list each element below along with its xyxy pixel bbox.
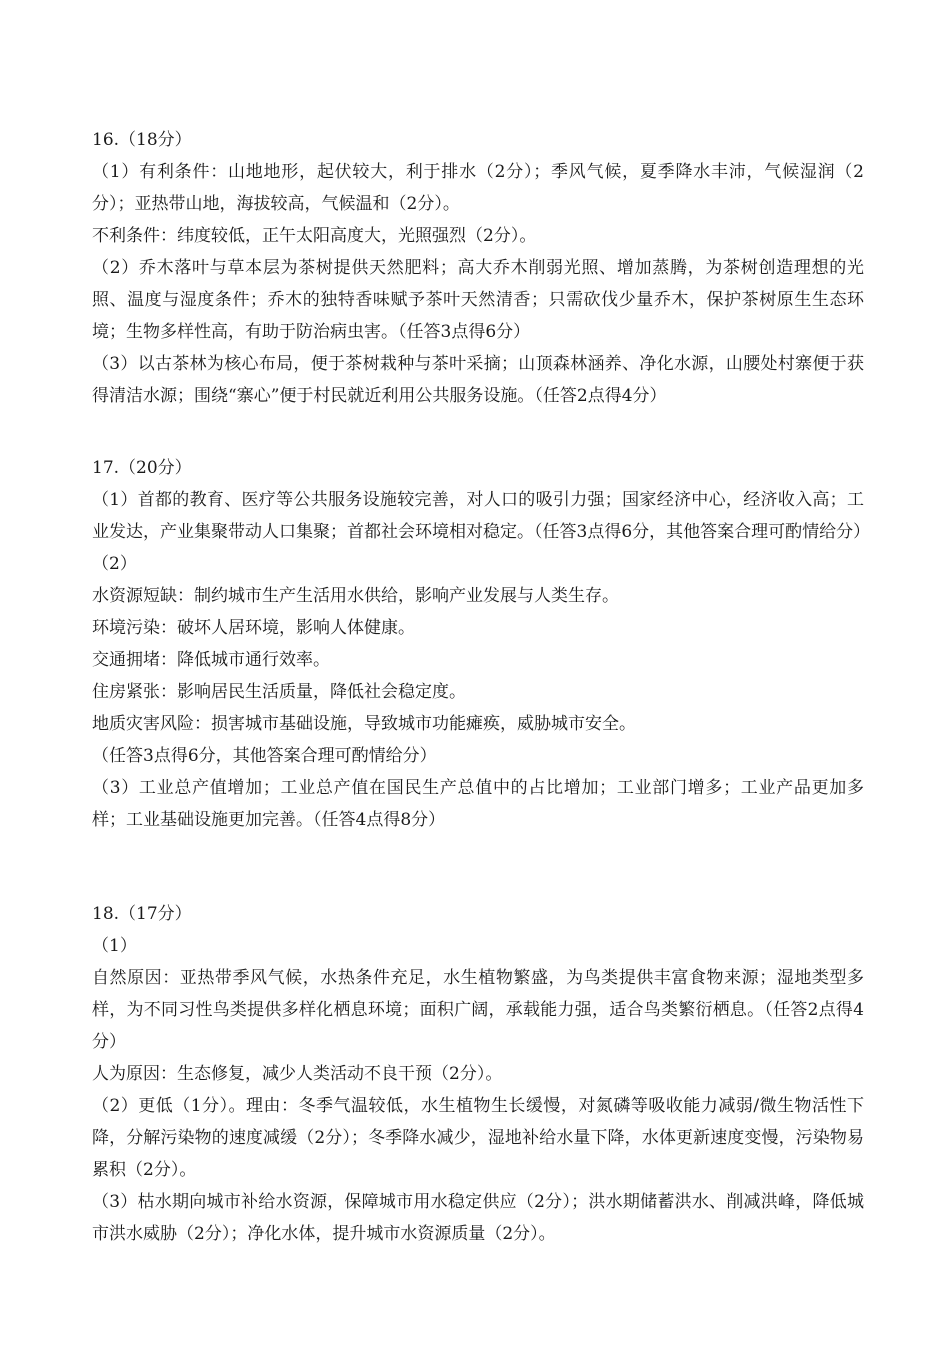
q16-part2: （2）乔木落叶与草本层为茶树提供天然肥料；高大乔木削弱光照、增加蒸腾，为茶树创造理想的光照、温度与湿度条件；乔木的独特香味赋予茶叶天然清香；只需砍伐少量乔木，保护茶树原生生态环境；生物多样性高，有助于防治病虫害。（任答3点得6分） [92,258,864,342]
q17-traffic: 交通拥堵：降低城市通行效率。 [92,650,330,670]
q17-part2-scoring: （任答3点得6分，其他答案合理可酌情给分） [92,746,437,766]
q16-part3: （3）以古茶林为核心布局，便于茶树栽种与茶叶采摘；山顶森林涵养、净化水源，山腰处村寨便于获得清洁水源；围绕“寨心”便于村民就近利用公共服务设施。（任答2点得4分） [92,354,864,406]
q18-human-reasons: 人为原因：生态修复，减少人类活动不良干预（2分）。 [92,1064,503,1084]
q17-pollution: 环境污染：破坏人居环境，影响人体健康。 [92,618,415,638]
question-16 [92,124,864,412]
q16-part1-favorable: （1）有利条件：山地地形，起伏较大，利于排水（2分）；季风气候，夏季降水丰沛，气候湿润（2分）；亚热带山地，海拔较高，气候温和（2分）。 [92,162,864,214]
q18-part3: （3）枯水期向城市补给水资源，保障城市用水稳定供应（2分）；洪水期储蓄洪水、削减洪峰，降低城市洪水威胁（2分）；净化水体，提升城市水资源质量（2分）。 [92,1192,864,1244]
q17-geohazard: 地质灾害风险：损害城市基础设施，导致城市功能瘫痪，威胁城市安全。 [92,714,636,734]
q17-part3: （3）工业总产值增加；工业总产值在国民生产总值中的占比增加；工业部门增多；工业产品更加多样；工业基础设施更加完善。（任答4点得8分） [92,778,864,830]
q18-part2: （2）更低（1分）。理由：冬季气温较低，水生植物生长缓慢，对氮磷等吸收能力减弱/微生物活性下降，分解污染物的速度减缓（2分）；冬季降水减少，湿地补给水量下降，水体更新速度变慢，污染物易累积（2分）。 [92,1096,864,1180]
q17-part2-label: （2） [92,554,137,574]
q17-part1: （1）首都的教育、医疗等公共服务设施较完善，对人口的吸引力强；国家经济中心，经济收入高；工业发达，产业集聚带动人口集聚；首都社会环境相对稳定。（任答3点得6分，其他答案合理可酌情给分） [92,490,871,542]
question-16-title: 16.（18分） [92,130,192,150]
question-18 [92,898,864,1250]
q16-part1-unfavorable: 不利条件：纬度较低，正午太阳高度大，光照强烈（2分）。 [92,226,537,246]
q17-housing: 住房紧张：影响居民生活质量，降低社会稳定度。 [92,682,466,702]
question-18-title: 18.（17分） [92,904,192,924]
q18-part1-label: （1） [92,936,137,956]
q17-water-shortage: 水资源短缺：制约城市生产生活用水供给，影响产业发展与人类生存。 [92,586,619,606]
question-17-title: 17.（20分） [92,458,192,478]
q18-natural-reasons: 自然原因：亚热带季风气候，水热条件充足，水生植物繁盛，为鸟类提供丰富食物来源；湿地类型多样，为不同习性鸟类提供多样化栖息环境；面积广阔，承载能力强，适合鸟类繁衍栖息。（任答2点得4分） [92,968,864,1052]
question-17 [92,452,871,836]
